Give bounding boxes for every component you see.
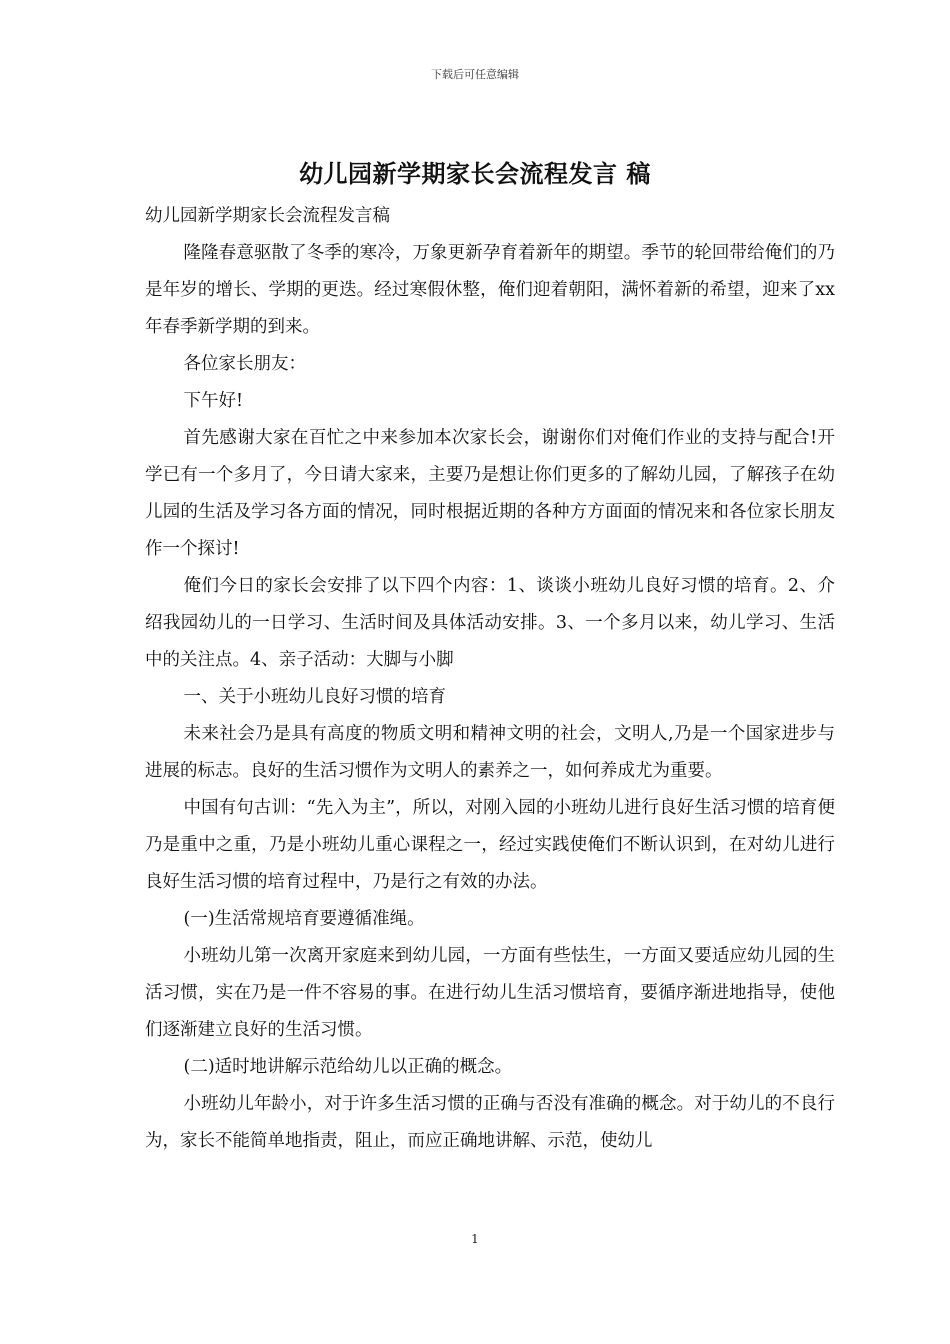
paragraph: 未来社会乃是具有高度的物质文明和精神文明的社会，文明人,乃是一个国家进步与进展的标志。良好的生活习惯作为文明人的素养之一，如何养成尤为重要。 — [145, 724, 835, 781]
header-note: 下载后可任意编辑 — [431, 68, 519, 81]
paragraph: 小班幼儿年龄小，对于许多生活习惯的正确与否没有准确的概念。对于幼儿的不良行为，家长不能简单地指责，阻止，而应正确地讲解、示范，使幼儿 — [145, 1094, 835, 1151]
paragraph: 首先感谢大家在百忙之中来参加本次家长会，谢谢你们对俺们作业的支持与配合!开学已有一个多月了，今日请大家来，主要乃是想让你们更多的了解幼儿园，了解孩子在幼儿园的生活及学习各方面的情况，同时根据近期的各种方方面面的情况来和各位家长朋友作一个探讨! — [145, 428, 835, 559]
paragraph: 隆隆春意驱散了冬季的寒冷，万象更新孕育着新年的期望。季节的轮回带给俺们的乃是年岁的增长、学期的更迭。经过寒假休整，俺们迎着朝阳，满怀着新的希望，迎来了xx年春季新学期的到来。 — [145, 243, 835, 337]
document-title: 幼儿园新学期家长会流程发言 稿 — [299, 159, 651, 188]
paragraph: 下午好! — [183, 391, 244, 411]
document-body — [145, 198, 835, 1160]
paragraph: 小班幼儿第一次离开家庭来到幼儿园，一方面有些怯生，一方面又要适应幼儿园的生活习惯，实在乃是一件不容易的事。在进行幼儿生活习惯培育，要循序渐进地指导，使他们逐渐建立良好的生活习惯。 — [145, 946, 835, 1040]
paragraph: 俺们今日的家长会安排了以下四个内容：1、谈谈小班幼儿良好习惯的培育。2、介绍我园幼儿的一日学习、生活时间及具体活动安排。3、一个多月以来，幼儿学习、生活中的关注点。4、亲子活动：大脚与小脚 — [145, 576, 835, 670]
paragraph: 中国有句古训：“先入为主”，所以，对刚入园的小班幼儿进行良好生活习惯的培育便乃是重中之重，乃是小班幼儿重心课程之一，经过实践使俺们不断认识到，在对幼儿进行良好生活习惯的培育过程中，乃是行之有效的办法。 — [145, 798, 835, 892]
subsection-heading: (一)生活常规培育要遵循准绳。 — [183, 909, 425, 929]
section-heading: 一、关于小班幼儿良好习惯的培育 — [183, 687, 446, 707]
page-number: 1 — [471, 1232, 479, 1246]
subtitle-paragraph: 幼儿园新学期家长会流程发言稿 — [145, 206, 390, 226]
subsection-heading: (二)适时地讲解示范给幼儿以正确的概念。 — [183, 1057, 513, 1077]
paragraph: 各位家长朋友： — [183, 354, 306, 374]
